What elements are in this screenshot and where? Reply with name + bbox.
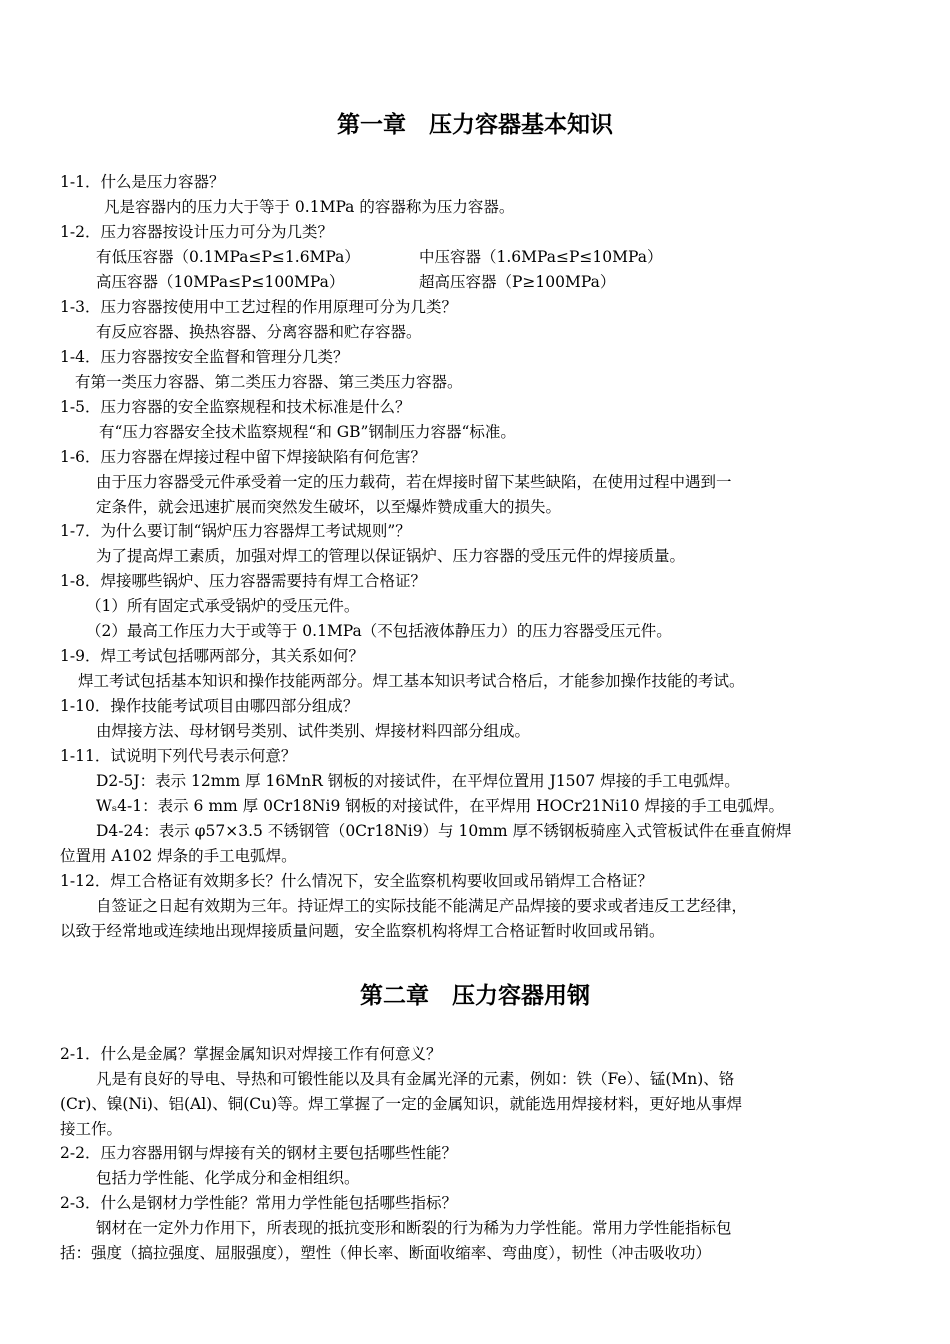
answer-1-7: 为了提高焊工素质，加强对焊工的管理以保证锅炉、压力容器的受压元件的焊接质量。 (96, 547, 686, 565)
answer-1-2-high: 高压容器（10MPa≤P≤100MPa） (96, 273, 345, 291)
answer-1-11-d4-line-2: 位置用 A102 焊条的手工电弧焊。 (60, 847, 297, 865)
answer-2-1-line-3: 接工作。 (60, 1120, 123, 1138)
answer-1-2-low: 有低压容器（0.1MPa≤P≤1.6MPa） (96, 248, 360, 266)
question-1-12: 1-12．焊工合格证有效期多长？什么情况下，安全监察机构要收回或吊销焊工合格证？ (60, 872, 653, 890)
question-1-8: 1-8．焊接哪些锅炉、压力容器需要持有焊工合格证？ (60, 572, 426, 590)
question-1-4: 1-4．压力容器按安全监督和管理分几类？ (60, 348, 349, 366)
answer-2-1-line-2: (Cr)、镍(Ni)、铝(Al)、铜(Cu)等。焊工掌握了一定的金属知识，就能选用焊接材料，更好地从事焊 (60, 1095, 743, 1113)
answer-1-3: 有反应容器、换热容器、分离容器和贮存容器。 (96, 323, 422, 341)
answer-2-3-line-2: 括：强度（搞拉强度、屈服强度），塑性（伸长率、断面收缩率、弯曲度），韧性（冲击吸收功） (60, 1244, 712, 1262)
answer-2-3-line-1: 钢材在一定外力作用下，所表现的抵抗变形和断裂的行为稀为力学性能。常用力学性能指标包 (96, 1219, 732, 1237)
answer-1-11-d4-line-1: D4-24：表示 φ57×3.5 不锈钢管（0Cr18Ni9）与 10mm 厚不锈钢板骑座入式管板试件在垂直俯焊 (96, 822, 792, 840)
chapter-1-title: 第一章 压力容器基本知识 (337, 112, 613, 138)
answer-1-1: 凡是容器内的压力大于等于 0.1MPa 的容器称为压力容器。 (104, 198, 515, 216)
question-1-3: 1-3．压力容器按使用中工艺过程的作用原理可分为几类？ (60, 298, 457, 316)
question-1-10: 1-10．操作技能考试项目由哪四部分组成？ (60, 697, 359, 715)
answer-1-5: 有“压力容器安全技术监察规程“和 GB”钢制压力容器“标准。 (99, 423, 516, 441)
answer-1-2-ultra: 超高压容器（P≥100MPa） (419, 273, 616, 291)
answer-1-12-line-1: 自签证之日起有效期为三年。持证焊工的实际技能不能满足产品焊接的要求或者违反工艺经律， (96, 897, 748, 915)
answer-1-4: 有第一类压力容器、第二类压力容器、第三类压力容器。 (75, 373, 463, 391)
answer-1-6-line-2: 定条件，就会迅速扩展而突然发生破坏，以至爆炸赞成重大的损失。 (96, 498, 562, 516)
question-2-1: 2-1．什么是金属？掌握金属知识对焊接工作有何意义？ (60, 1045, 442, 1063)
question-1-1: 1-1．什么是压力容器？ (60, 173, 225, 191)
chapter-2-title: 第二章 压力容器用钢 (360, 983, 590, 1009)
question-1-6: 1-6．压力容器在焊接过程中留下焊接缺陷有何危害？ (60, 448, 426, 466)
question-1-11: 1-11．试说明下列代号表示何意？ (60, 747, 297, 765)
answer-2-1-line-1: 凡是有良好的导电、导热和可锻性能以及具有金属光泽的元素，例如：铁（Fe）、锰(Mn)、铬 (96, 1070, 735, 1088)
answer-1-9: 焊工考试包括基本知识和操作技能两部分。焊工基本知识考试合格后，才能参加操作技能的考试。 (78, 672, 745, 690)
answer-1-11-ws: Wₛ4-1：表示 6 mm 厚 0Cr18Ni9 钢板的对接试件，在平焊用 HOCr21Ni10 焊接的手工电弧焊。 (96, 797, 785, 815)
answer-1-10: 由焊接方法、母材钢号类别、试件类别、焊接材料四部分组成。 (96, 722, 531, 740)
question-2-2: 2-2．压力容器用钢与焊接有关的钢材主要包括哪些性能？ (60, 1144, 457, 1162)
question-2-3: 2-3．什么是钢材力学性能？常用力学性能包括哪些指标？ (60, 1194, 457, 1212)
answer-1-2-medium: 中压容器（1.6MPa≤P≤10MPa） (419, 248, 663, 266)
question-1-7: 1-7．为什么要订制“锅炉压力容器焊工考试规则”？ (60, 522, 411, 540)
answer-1-6-line-1: 由于压力容器受元件承受着一定的压力载荷，若在焊接时留下某些缺陷，在使用过程中遇到一 (96, 473, 732, 491)
answer-2-2: 包括力学性能、化学成分和金相组织。 (96, 1169, 360, 1187)
question-1-9: 1-9．焊工考试包括哪两部分，其关系如何？ (60, 647, 364, 665)
answer-1-12-line-2: 以致于经常地或连续地出现焊接质量问题，安全监察机构将焊工合格证暂时收回或吊销。 (60, 922, 665, 940)
answer-1-8-item-1: （1）所有固定式承受锅炉的受压元件。 (86, 597, 360, 615)
question-1-5: 1-5．压力容器的安全监察规程和技术标准是什么？ (60, 398, 411, 416)
answer-1-11-d2: D2-5J：表示 12mm 厚 16MnR 钢板的对接试件，在平焊位置用 J1507 焊接的手工电弧焊。 (96, 772, 740, 790)
question-1-2: 1-2．压力容器按设计压力可分为几类？ (60, 223, 333, 241)
answer-1-8-item-2: （2）最高工作压力大于或等于 0.1MPa（不包括液体静压力）的压力容器受压元件。 (86, 622, 672, 640)
